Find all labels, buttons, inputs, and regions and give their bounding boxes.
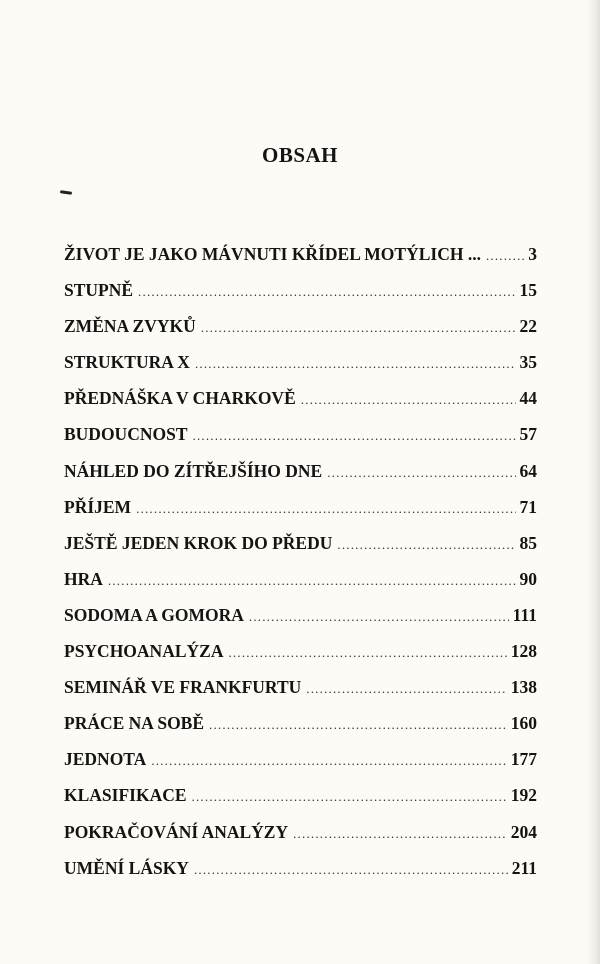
toc-entry-page-number: 57	[519, 424, 537, 445]
toc-entry-title: SEMINÁŘ VE FRANKFURTU	[64, 677, 302, 698]
toc-entry-title: UMĚNÍ LÁSKY	[64, 857, 189, 878]
toc-dot-leader	[249, 609, 509, 625]
toc-entry-page-number: 111	[512, 604, 537, 625]
toc-entry	[64, 316, 537, 352]
toc-entry-page-number: 22	[519, 316, 537, 337]
toc-dot-leader	[228, 645, 506, 661]
toc-dot-leader	[293, 826, 507, 842]
toc-entry-title: SODOMA A GOMORA	[64, 604, 244, 625]
toc-dot-leader	[151, 753, 506, 769]
toc-entry	[64, 822, 537, 858]
toc-entry	[64, 533, 537, 569]
toc-entry	[64, 497, 537, 533]
toc-entry-page-number: 3	[528, 244, 537, 264]
toc-dot-leader	[138, 284, 515, 300]
toc-entry-title: JEDNOTA	[64, 749, 147, 770]
stray-pen-mark	[60, 190, 72, 195]
toc-entry	[64, 388, 537, 424]
toc-dot-leader	[327, 465, 515, 481]
toc-entry-page-number: 192	[510, 785, 537, 806]
toc-entry	[64, 605, 537, 641]
toc-entry-page-number: 85	[519, 532, 537, 553]
toc-entry	[64, 424, 537, 460]
toc-dot-leader	[209, 717, 507, 733]
toc-entry-title: JEŠTĚ JEDEN KROK DO PŘEDU	[64, 532, 333, 553]
toc-entry-page-number: 211	[511, 857, 537, 878]
toc-entry-title: PŘÍJEM	[64, 496, 132, 517]
toc-entry	[64, 569, 537, 605]
toc-dot-leader	[193, 428, 516, 444]
toc-entry-title: ŽIVOT JE JAKO MÁVNUTI KŘÍDEL MOTÝLICH ...	[64, 244, 481, 264]
toc-entry	[64, 713, 537, 749]
toc-entry-page-number: 204	[510, 821, 537, 842]
toc-entry	[64, 352, 537, 388]
toc-entry-page-number: 177	[510, 749, 537, 770]
toc-entry-page-number: 90	[519, 568, 537, 589]
toc-entry-page-number: 35	[519, 352, 537, 373]
toc-entry-title: BUDOUCNOST	[64, 424, 188, 445]
toc-heading: OBSAH	[261, 143, 339, 167]
toc-dot-leader	[136, 501, 515, 517]
toc-dot-leader	[194, 862, 508, 878]
toc-entry-title: STUPNĚ	[64, 280, 134, 301]
toc-dot-leader	[306, 681, 506, 697]
toc-entry-page-number: 15	[519, 280, 537, 301]
table-of-contents	[64, 244, 537, 894]
toc-entry-page-number: 160	[510, 713, 537, 734]
toc-entry-page-number: 44	[519, 388, 537, 409]
toc-entry-title: PŘEDNÁŠKA V CHARKOVĚ	[64, 388, 296, 409]
toc-entry-title: HRA	[64, 568, 103, 589]
toc-entry	[64, 677, 537, 713]
toc-dot-leader	[486, 248, 524, 264]
toc-entry-title: POKRAČOVÁNÍ ANALÝZY	[64, 821, 289, 842]
toc-entry-title: ZMĚNA ZVYKŮ	[64, 316, 196, 337]
toc-dot-leader	[337, 537, 515, 553]
toc-entry	[64, 785, 537, 821]
toc-entry	[64, 641, 537, 677]
toc-entry-page-number: 71	[519, 496, 537, 517]
toc-dot-leader	[108, 573, 516, 589]
toc-entry	[64, 244, 537, 280]
toc-entry	[64, 461, 537, 497]
toc-entry-title: STRUKTURA X	[64, 352, 190, 373]
toc-dot-leader	[195, 356, 516, 372]
toc-entry-title: NÁHLED DO ZÍTŘEJŠÍHO DNE	[64, 460, 323, 481]
toc-entry	[64, 749, 537, 785]
toc-dot-leader	[201, 320, 516, 336]
toc-dot-leader	[301, 392, 516, 408]
toc-entry-page-number: 128	[510, 641, 537, 662]
toc-entry-page-number: 64	[519, 460, 537, 481]
toc-entry	[64, 280, 537, 316]
toc-entry-title: PSYCHOANALÝZA	[64, 641, 224, 662]
toc-dot-leader	[192, 789, 507, 805]
toc-entry-title: KLASIFIKACE	[64, 785, 187, 806]
toc-entry	[64, 858, 537, 894]
toc-entry-title: PRÁCE NA SOBĚ	[64, 713, 205, 734]
toc-entry-page-number: 138	[510, 677, 537, 698]
